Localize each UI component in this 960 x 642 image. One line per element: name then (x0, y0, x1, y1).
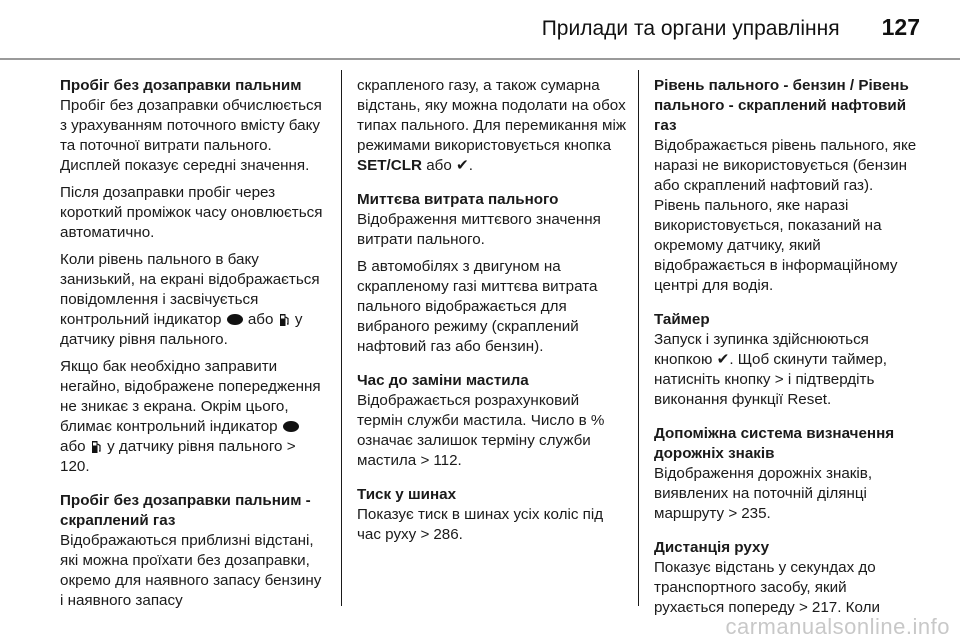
column-3 (654, 76, 920, 625)
page-reference-link[interactable]: 112. (433, 452, 462, 469)
paragraph-range-description: Пробіг без дозаправки обчислюється з урахуванням поточного вмісту баку та поточної витрати пального. Дисплей показує середні значення. (60, 97, 322, 174)
paragraph-range-update: Після дозаправки пробіг через короткий проміжок часу оновлюється автоматично. (60, 184, 323, 241)
heading-oil-life: Час до заміни мастила (357, 372, 529, 389)
paragraph-timer: Запуск і зупинка здійснюються кнопкою ✔. Щоб скинути таймер, натисніть кнопку > і підтвердіть виконання функції Reset. (654, 331, 888, 408)
paragraph-tyre-pressure: Показує тиск в шинах усіх коліс під час руху > 286. (357, 506, 604, 543)
check-icon: ✔ (716, 351, 730, 368)
check-icon: ✔ (456, 157, 469, 174)
header-divider (0, 58, 960, 60)
heading-fuel-level: Рівень пального - бензин / Рівень пального - скраплений нафтовий газ (654, 77, 909, 134)
page-title: Прилади та органи управління (541, 17, 840, 40)
page-number: 127 (881, 14, 920, 40)
page-reference-arrow-icon: > (728, 505, 738, 522)
page-reference-arrow-icon: > (286, 438, 296, 455)
paragraph-low-fuel: Коли рівень пального в баку занизький, на екрані відображається повідомлення і засвічується контрольний індикатор або у датчику рівня пального. (60, 251, 320, 348)
heading-tyre-pressure: Тиск у шинах (357, 486, 457, 503)
fuel-indicator-dot-icon (283, 421, 299, 432)
column-divider-1 (341, 70, 342, 606)
paragraph-range-lpg-cont: скрапленого газу, а також сумарна відстань, яку можна подолати на обох типах пального. Для перемикання між режимами використовується кнопка SET/CLR або ✔. (357, 77, 626, 174)
paragraph-fuel-level: Відображається рівень пального, яке наразі не використовується (бензин або скраплений нафтовий газ). Рівень пального, яке наразі використовується, показаний на окремому датчику, який відображається в інформаційному центрі для водія. (654, 137, 917, 294)
column-1 (60, 76, 328, 618)
paragraph-traffic-sign-assistant: Відображення дорожніх знаків, виявлених на поточній ділянці маршруту > 235. (654, 465, 873, 522)
fuel-pump-icon (92, 440, 101, 453)
page-reference-arrow-icon: > (799, 599, 808, 616)
paragraph-instant-consumption: Відображення миттєвого значення витрати пального. (357, 211, 601, 248)
heading-instant-consumption: Миттєва витрата пального (357, 191, 559, 208)
fuel-pump-icon (280, 313, 289, 326)
page-reference-arrow-icon: > (420, 526, 430, 543)
set-clr-button-label: SET/CLR (357, 157, 422, 174)
heading-following-distance: Дистанція руху (654, 539, 770, 556)
chevron-right-icon: > (774, 371, 784, 388)
page-reference-arrow-icon: > (420, 452, 430, 469)
heading-range-lpg: Пробіг без дозаправки пальним - скраплений газ (60, 492, 311, 529)
column-2 (357, 76, 627, 552)
heading-traffic-sign-assistant: Допоміжна система визначення дорожніх знаків (654, 425, 895, 462)
page-reference-link[interactable]: 120. (60, 458, 90, 475)
heading-range: Пробіг без дозаправки пальним (60, 77, 302, 94)
page-reference-link[interactable]: 235. (741, 505, 771, 522)
fuel-indicator-dot-icon (227, 314, 243, 325)
paragraph-range-lpg: Відображаються приблизні відстані, які можна проїхати без дозаправки, окремо для наявного запасу бензину і наявного запасу (60, 532, 322, 609)
heading-timer: Таймер (654, 311, 710, 328)
page-header (542, 14, 920, 41)
column-divider-2 (638, 70, 639, 606)
watermark: carmanualsonline.info (725, 614, 950, 639)
page-reference-link[interactable]: 217. Коли (811, 599, 880, 616)
paragraph-instant-consumption-lpg: В автомобілях з двигуном на скрапленому газі миттєва витрата пального відображається для вибраного режиму (скраплений нафтовий газ або бензин). (357, 258, 598, 355)
paragraph-following-distance: Показує відстань у секундах до транспортного засобу, який рухається попереду > 217. Коли (654, 559, 880, 616)
paragraph-refuel-now: Якщо бак необхідно заправити негайно, відображене попередження не зникає з екрана. Окрім цього, блимає контрольний індикатор або у датчику рівня пального >120. (60, 358, 321, 475)
paragraph-oil-life: Відображається розрахунковий термін служби мастила. Число в % означає залишок терміну служби мастила > 112. (357, 392, 605, 469)
page-reference-link[interactable]: 286. (433, 526, 463, 543)
